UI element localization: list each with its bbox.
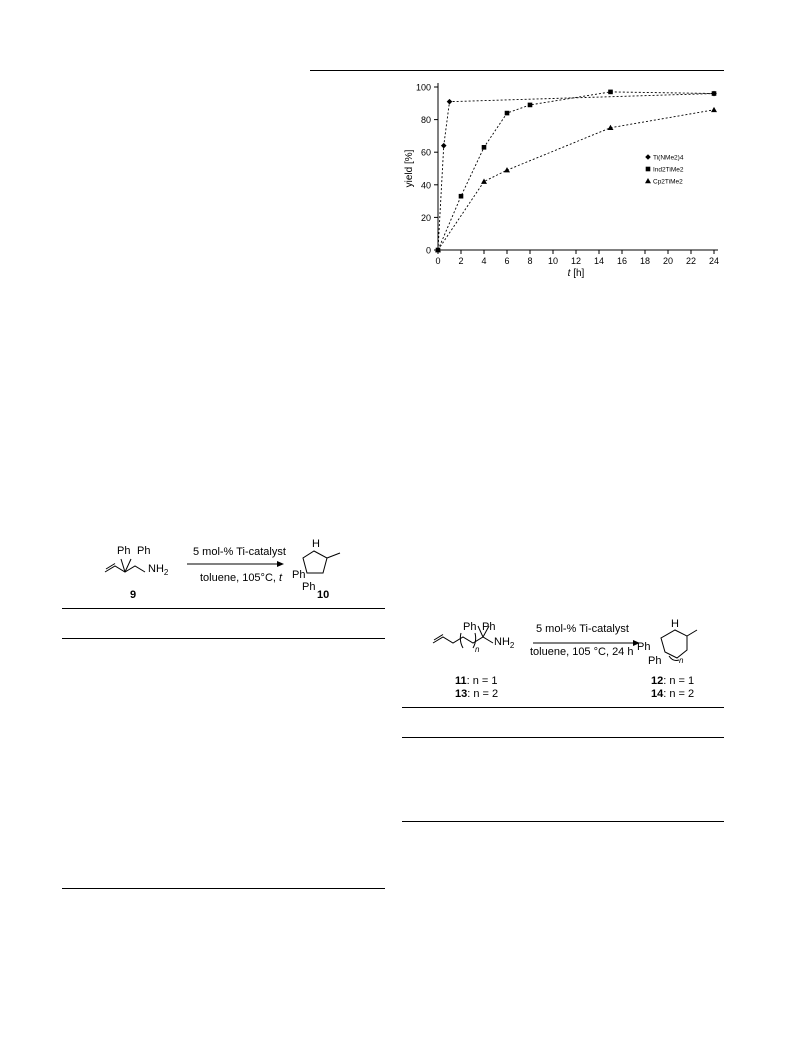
scheme2-start-label-2: 13: n = 2 xyxy=(455,688,499,700)
y-tick-label: 80 xyxy=(420,115,431,126)
scheme1-arrow-head xyxy=(277,561,284,567)
legend-marker-1 xyxy=(646,167,651,172)
scheme1-ph-right: Ph xyxy=(137,545,151,557)
scheme1-product-ring xyxy=(303,551,327,573)
series-1-point-5 xyxy=(608,90,613,95)
scheme2-product-label-2: 14: n = 2 xyxy=(651,688,695,700)
scheme1-label-start: 9 xyxy=(130,589,137,601)
table2-top-rule xyxy=(402,707,724,708)
scheme2-start-label-1: 11: n = 1 xyxy=(455,675,498,687)
scheme2-product-nh: H xyxy=(671,618,679,630)
scheme1-product-ph-bottom: Ph xyxy=(302,581,316,593)
series-1-point-1 xyxy=(459,194,464,199)
table2-header-rule xyxy=(402,737,724,738)
scheme1-label-product: 10 xyxy=(317,589,330,601)
top-rule xyxy=(310,70,724,71)
y-tick-label: 100 xyxy=(415,82,431,93)
x-tick-label: 16 xyxy=(616,256,628,266)
table2-bottom-rule xyxy=(402,821,724,822)
yield-chart xyxy=(380,75,730,290)
y-axis-label: yield [%] xyxy=(404,149,415,188)
x-tick-label: 18 xyxy=(639,256,651,266)
scheme2-product-label-1: 12: n = 1 xyxy=(651,675,695,687)
scheme2-ph-right: Ph xyxy=(482,621,496,633)
series-1-point-4 xyxy=(528,103,533,108)
x-tick-label: 12 xyxy=(570,256,582,266)
x-tick-label: 4 xyxy=(481,256,487,266)
scheme1-product-ph-top: Ph xyxy=(292,569,306,581)
legend-label-2: Cp2TiMe2 xyxy=(653,178,683,186)
legend-marker-2 xyxy=(645,178,651,183)
series-1-point-6 xyxy=(712,91,717,96)
scheme2-n-sub: n xyxy=(475,645,480,654)
series-2-point-1 xyxy=(481,179,487,184)
x-tick-label: 22 xyxy=(685,256,697,266)
y-tick-label: 60 xyxy=(420,147,431,158)
x-tick-label: 24 xyxy=(708,256,720,266)
series-0-point-2 xyxy=(447,99,453,105)
series-2-point-2 xyxy=(504,167,510,172)
series-2-point-3 xyxy=(608,125,614,130)
x-axis-label: t [h] xyxy=(567,268,585,279)
x-tick-label: 10 xyxy=(547,256,559,266)
series-1-point-3 xyxy=(505,111,510,116)
legend-label-1: Ind2TiMe2 xyxy=(653,166,684,174)
x-tick-label: 14 xyxy=(593,256,605,266)
scheme1-product-nh: H xyxy=(312,538,320,550)
scheme1-methyl-bond xyxy=(327,553,340,558)
scheme1-reagent: 5 mol-% Ti-catalyst xyxy=(193,546,286,558)
scheme2-product-ph-top: Ph xyxy=(637,641,651,653)
scheme2-methyl-bond xyxy=(687,630,697,636)
x-tick-label: 20 xyxy=(662,256,674,266)
chart-legend xyxy=(645,154,684,185)
scheme2-product-ph-bottom: Ph xyxy=(648,655,662,667)
scheme1-nh2: $NH_2$ xyxy=(148,563,169,578)
legend-label-0: Ti(NMe2)4 xyxy=(653,154,684,162)
y-tick-label: 20 xyxy=(420,212,431,223)
series-0-point-1 xyxy=(441,143,447,149)
table1-bottom-rule xyxy=(62,888,385,889)
series-1-point-2 xyxy=(482,145,487,150)
y-tick-label: 40 xyxy=(420,180,431,191)
legend-marker-0 xyxy=(645,154,651,160)
scheme2-ph-left: Ph xyxy=(463,621,477,633)
scheme2-product-n-sub: n xyxy=(679,656,684,665)
x-tick-label: 0 xyxy=(435,256,441,266)
x-tick-label: 8 xyxy=(527,256,533,266)
x-tick-label: 6 xyxy=(504,256,510,266)
scheme2-substrate-bonds xyxy=(433,637,493,643)
scheme2-reagent: 5 mol-% Ti-catalyst xyxy=(536,623,629,635)
table1-top-rule xyxy=(62,608,385,609)
scheme1-conditions: toluene, 105°C, t xyxy=(200,572,283,584)
x-tick-label: 2 xyxy=(458,256,464,266)
series-2-point-4 xyxy=(711,107,717,112)
scheme1-ph-left: Ph xyxy=(117,545,131,557)
scheme2-conditions: toluene, 105 °C, 24 h xyxy=(530,646,634,658)
scheme2-nh2: $NH_2$ xyxy=(494,636,515,651)
table1-header-rule xyxy=(62,638,385,639)
y-tick-label: 0 xyxy=(425,245,431,256)
scheme2-product-ring xyxy=(661,630,687,658)
